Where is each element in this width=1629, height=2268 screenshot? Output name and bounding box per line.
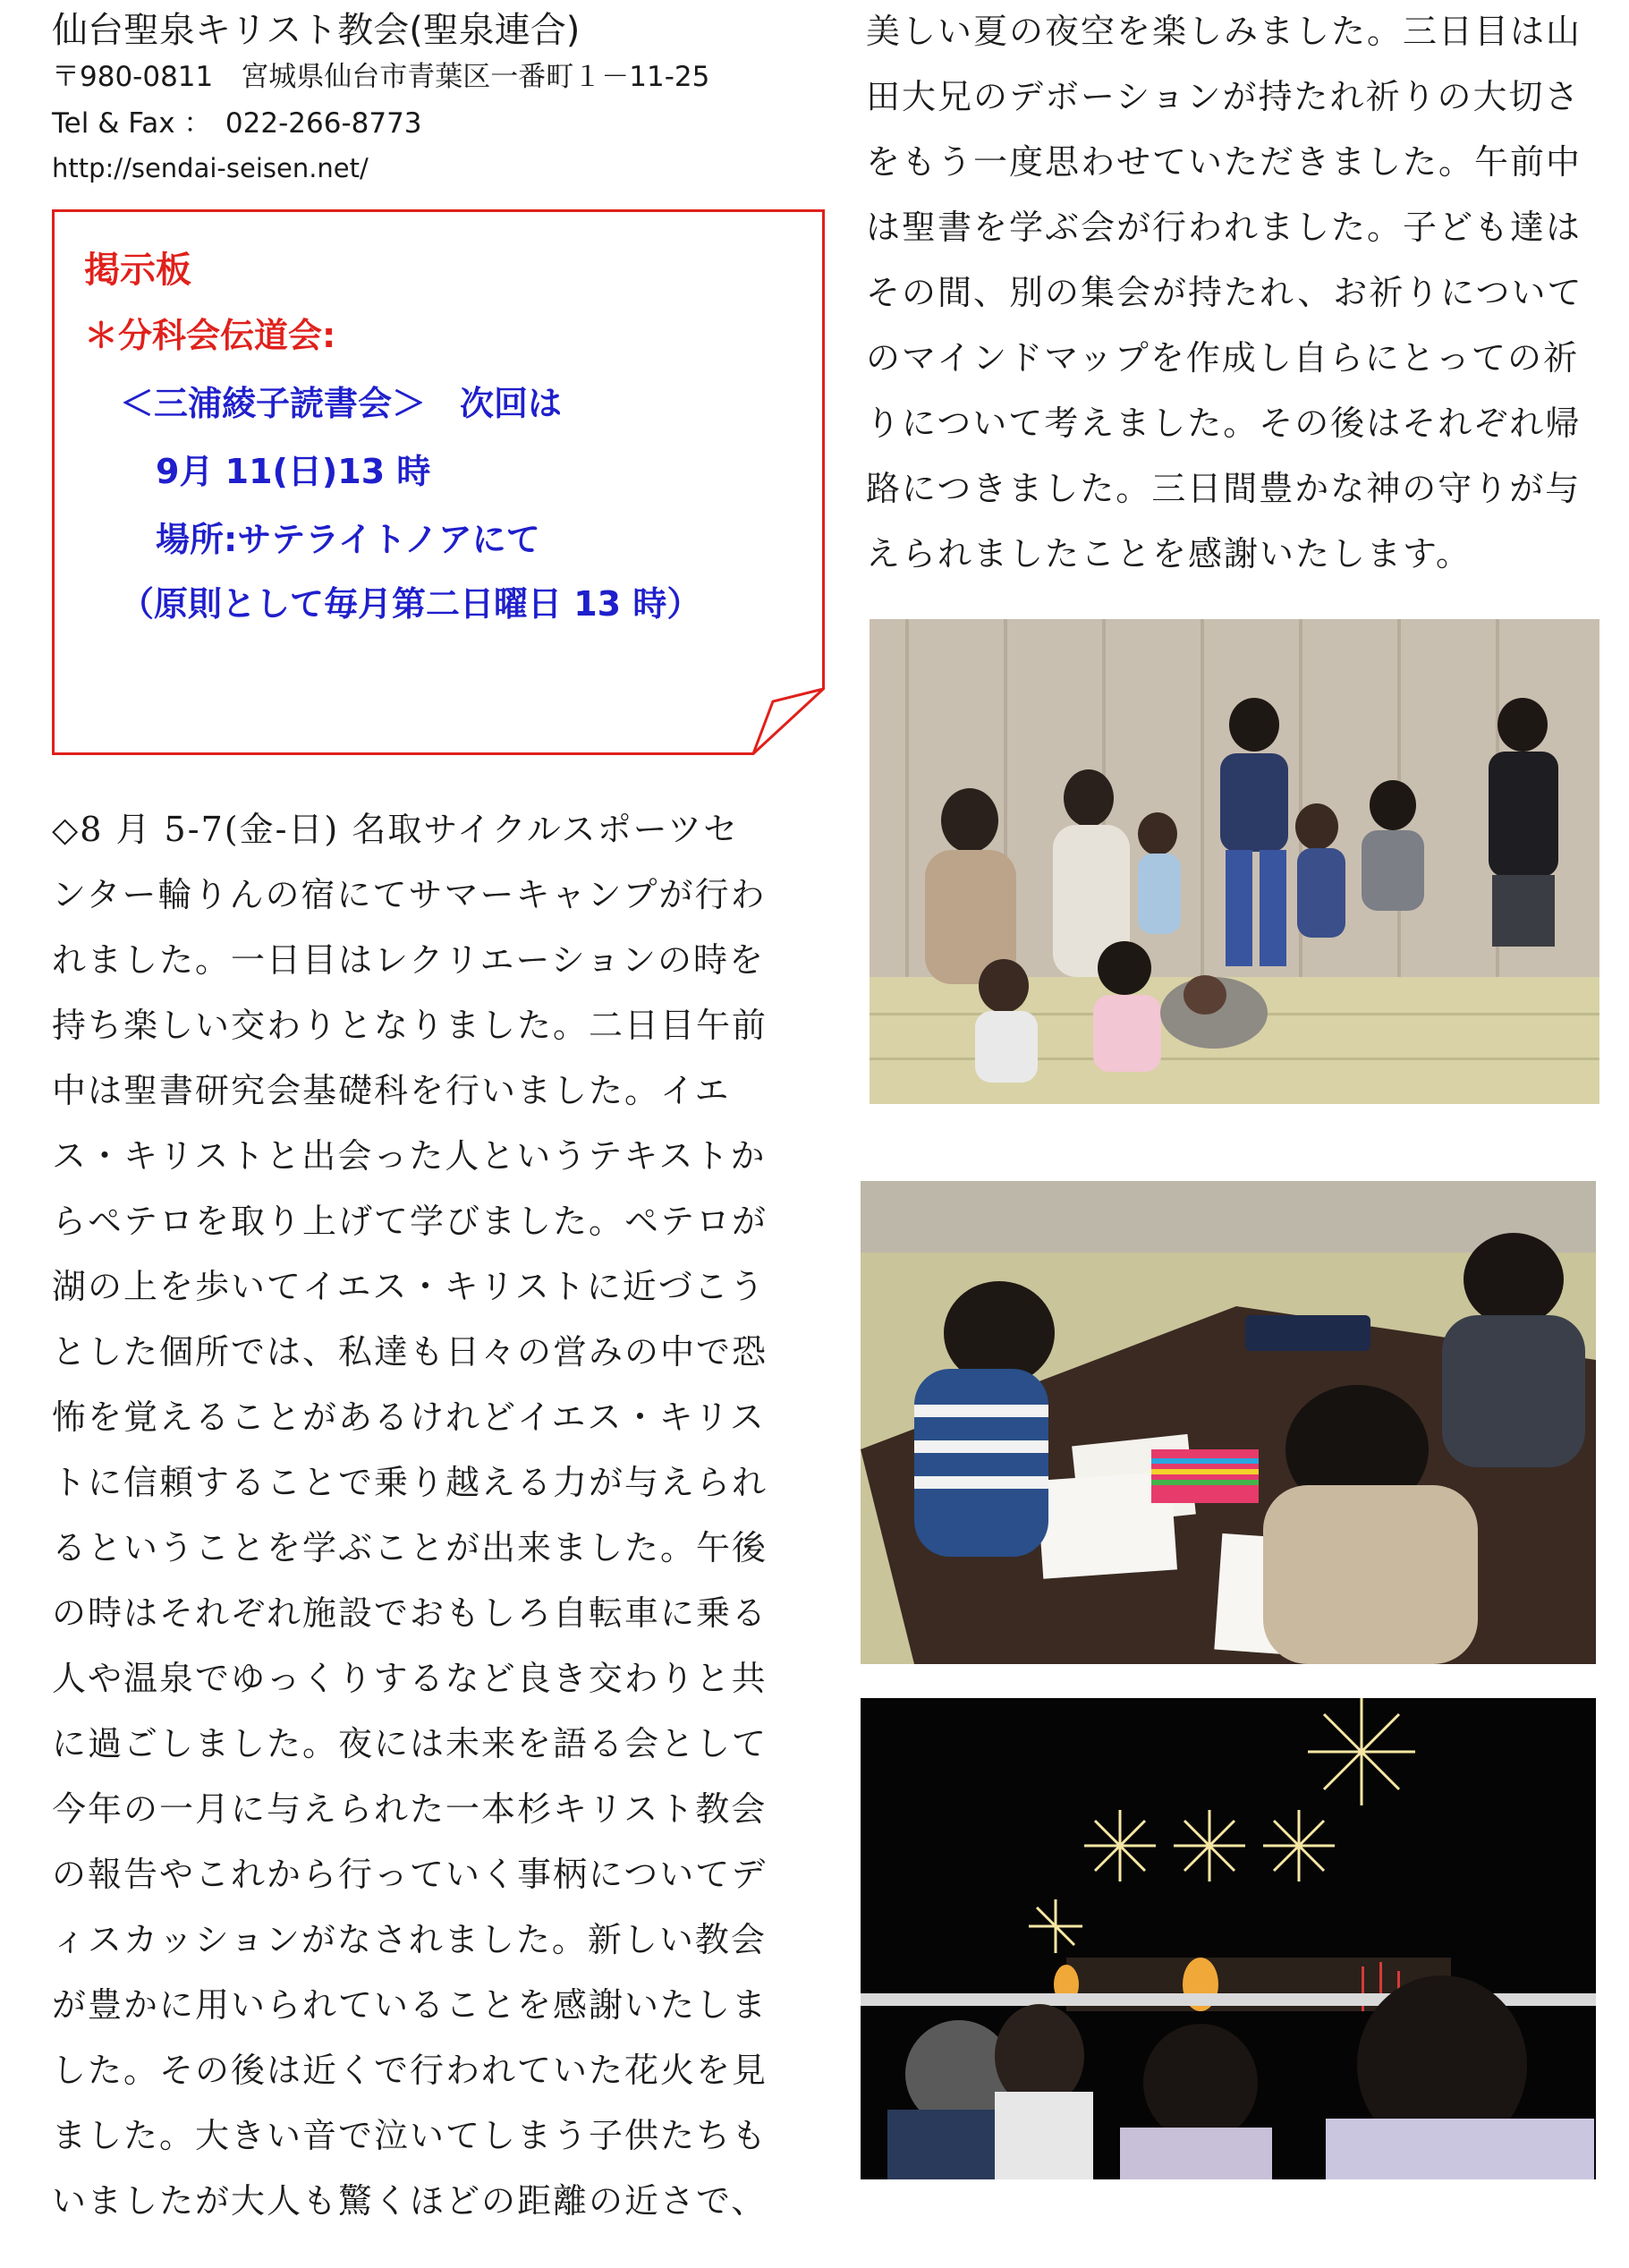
article-line: その間、別の集会が持たれ、お祈りについて (866, 273, 1583, 312)
article-line: のマインドマップを作成し自らにとっての祈 (866, 338, 1579, 378)
article-line: に過ごしました。夜には未来を語る会として (52, 1724, 768, 1763)
bulletin-subtitle: ＊分科会伝道会: (84, 316, 336, 355)
article-line: 田大兄のデボーションが持たれ祈りの大切さ (866, 77, 1581, 116)
article-line: の時はそれぞれ施設でおもしろ自転車に乗る (52, 1593, 768, 1633)
article-line: らペテロを取り上げて学びました。ペテロが (52, 1202, 768, 1241)
article-line: ィスカッションがなされました。新しい教会 (52, 1920, 767, 1959)
article-line: るということを学ぶことが出来ました。午後 (52, 1528, 768, 1567)
study-photo (861, 1181, 1596, 1664)
article-line: 人や温泉でゆっくりするなど良き交わりと共 (52, 1659, 768, 1698)
church-tel-fax: Tel & Fax ： 022-266-8773 (52, 107, 422, 140)
article-line: 美しい夏の夜空を楽しみました。三日目は山 (866, 12, 1582, 51)
bulletin-board (52, 209, 825, 755)
article-line: りについて考えました。その後はそれぞれ帰 (866, 403, 1582, 443)
bulletin-title: 掲示板 (84, 250, 191, 291)
article-line: れました。一日目はレクリエーションの時を (52, 940, 765, 980)
article-line: した。その後は近くで行われていた花火を見 (52, 2051, 768, 2090)
article-line: いましたが大人も驚くほどの距離の近さで、 (52, 2181, 768, 2221)
article-line: の報告やこれから行っていく事柄についてデ (52, 1855, 768, 1894)
article-line: 持ち楽しい交わりとなりました。二日目午前 (52, 1006, 768, 1045)
article-line: ◇8 月 5-7(金-日) 名取サイクルスポーツセ (52, 810, 740, 849)
article-line: ンター輪りんの宿にてサマーキャンプが行わ (52, 875, 767, 914)
article-line: 路につきました。三日間豊かな神の守りが与 (866, 469, 1582, 508)
article-line: えられましたことを感謝いたします。 (866, 534, 1472, 573)
article-line: 今年の一月に与えられた一本杉キリスト教会 (52, 1789, 768, 1829)
article-line: 湖の上を歩いてイエス・キリストに近づこう (52, 1267, 766, 1306)
article-line: ス・キリストと出会った人というテキストか (52, 1136, 767, 1176)
fireworks-photo (861, 1698, 1596, 2179)
article-line: 中は聖書研究会基礎科を行いました。イエ (52, 1071, 731, 1110)
bulletin-event-place: 場所:サテライトノアにて (156, 520, 540, 559)
bulletin-event-note: （原則として毎月第二日曜日 13 時） (120, 584, 701, 624)
article-line: トに信頼することで乗り越える力が与えられ (52, 1463, 768, 1502)
article-line: が豊かに用いられていることを感謝いたしま (52, 1985, 768, 2025)
article-line: をもう一度思わせていただきました。午前中 (866, 142, 1582, 182)
church-address: 〒980-0811 宮城県仙台市青葉区一番町１－11-25 (52, 61, 710, 93)
group-photo (870, 619, 1599, 1104)
bulletin-event-date: 9月 11(日)13 時 (156, 452, 431, 491)
article-line: とした個所では、私達も日々の営みの中で恐 (52, 1332, 768, 1372)
church-name: 仙台聖泉キリスト教会(聖泉連合) (52, 10, 581, 51)
church-url-link[interactable]: http://sendai-seisen.net/ (52, 153, 369, 183)
article-line: ました。大きい音で泣いてしまう子供たちも (52, 2116, 768, 2155)
bulletin-event-name: ＜三浦綾子読書会＞ 次回は (120, 384, 563, 423)
article-line: は聖書を学ぶ会が行われました。子ども達は (866, 208, 1582, 247)
article-line: 怖を覚えることがあるけれどイエス・キリス (52, 1397, 766, 1437)
